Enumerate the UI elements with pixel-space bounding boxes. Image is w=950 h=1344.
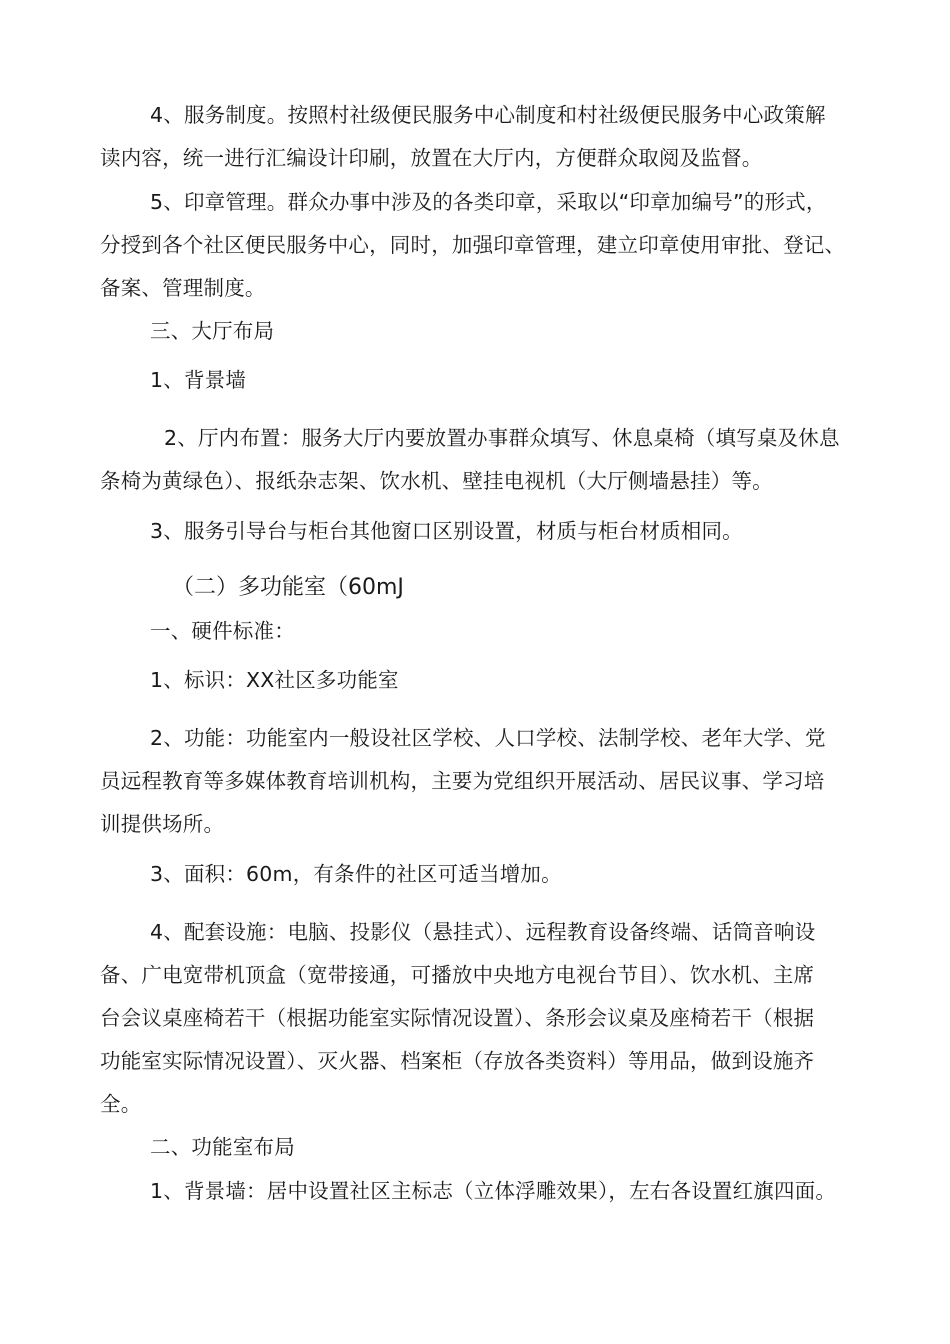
paragraph-background-wall — [100, 359, 860, 402]
text-line: 员远程教育等多媒体教育培训机构，主要为党组织开展活动、居民议事、学习培 — [100, 769, 825, 793]
text-line: 一、硬件标准： — [150, 619, 295, 643]
text-line: 2、功能：功能室内一般设社区学校、人口学校、法制学校、老年大学、党 — [150, 726, 826, 750]
paragraph-function — [100, 717, 860, 846]
section-heading-room-layout — [100, 1126, 860, 1169]
text-line: 4、服务制度。按照村社级便民服务中心制度和村社级便民服务中心政策解 — [150, 103, 826, 127]
paragraph-facilities — [100, 911, 860, 1126]
text-line: 全。 — [100, 1092, 142, 1116]
text-line: 4、配套设施：电脑、投影仪（悬挂式）、远程教育设备终端、话筒音响设 — [150, 920, 816, 944]
text-line: 1、背景墙：居中设置社区主标志（立体浮雕效果），左右各设置红旗四面。 — [150, 1179, 837, 1203]
text-line: 3、面积：60m，有条件的社区可适当增加。 — [150, 862, 562, 886]
text-line: 1、背景墙 — [150, 368, 247, 392]
text-line: 5、印章管理。群众办事中涉及的各类印章，采取以“印章加编号”的形式， — [150, 190, 827, 214]
paragraph-signage — [100, 659, 860, 702]
text-line: 读内容，统一进行汇编设计印刷，放置在大厅内，方便群众取阅及监督。 — [100, 146, 763, 170]
subsection-heading-multifunction-room: （二）多功能室（60mJ — [172, 575, 404, 600]
section-heading-hardware-standards — [100, 610, 860, 653]
text-line: 备、广电宽带机顶盒（宽带接通，可播放中央地方电视台节目）、饮水机、主席 — [100, 963, 815, 987]
section-heading-hall-layout — [100, 310, 860, 353]
text-line: 分授到各个社区便民服务中心，同时，加强印章管理，建立印章使用审批、登记、 — [100, 233, 846, 257]
text-line: 备案、管理制度。 — [100, 276, 266, 300]
paragraph-seal-management — [100, 181, 860, 310]
text-line: 训提供场所。 — [100, 812, 225, 836]
paragraph-service-system — [100, 94, 860, 180]
text-line: 三、大厅布局 — [150, 319, 275, 343]
text-line: 1、标识：XX社区多功能室 — [150, 668, 399, 692]
text-line: 二、功能室布局 — [150, 1135, 295, 1159]
text-line: 条椅为黄绿色）、报纸杂志架、饮水机、壁挂电视机（大厅侧墙悬挂）等。 — [100, 469, 773, 493]
paragraph-room-background-wall — [100, 1170, 860, 1213]
text-line: 3、服务引导台与柜台其他窗口区别设置，材质与柜台材质相同。 — [150, 519, 743, 543]
paragraph-hall-arrangement — [100, 417, 860, 503]
paragraph-guide-desk — [100, 510, 860, 553]
paragraph-area — [100, 853, 860, 896]
text-line: 功能室实际情况设置）、灭火器、档案柜（存放各类资料）等用品，做到设施齐 — [100, 1049, 815, 1073]
text-line: 2、厅内布置：服务大厅内要放置办事群众填写、休息桌椅（填写桌及休息 — [164, 426, 840, 450]
text-line: 台会议桌座椅若干（根据功能室实际情况设置）、条形会议桌及座椅若干（根据 — [100, 1006, 815, 1030]
